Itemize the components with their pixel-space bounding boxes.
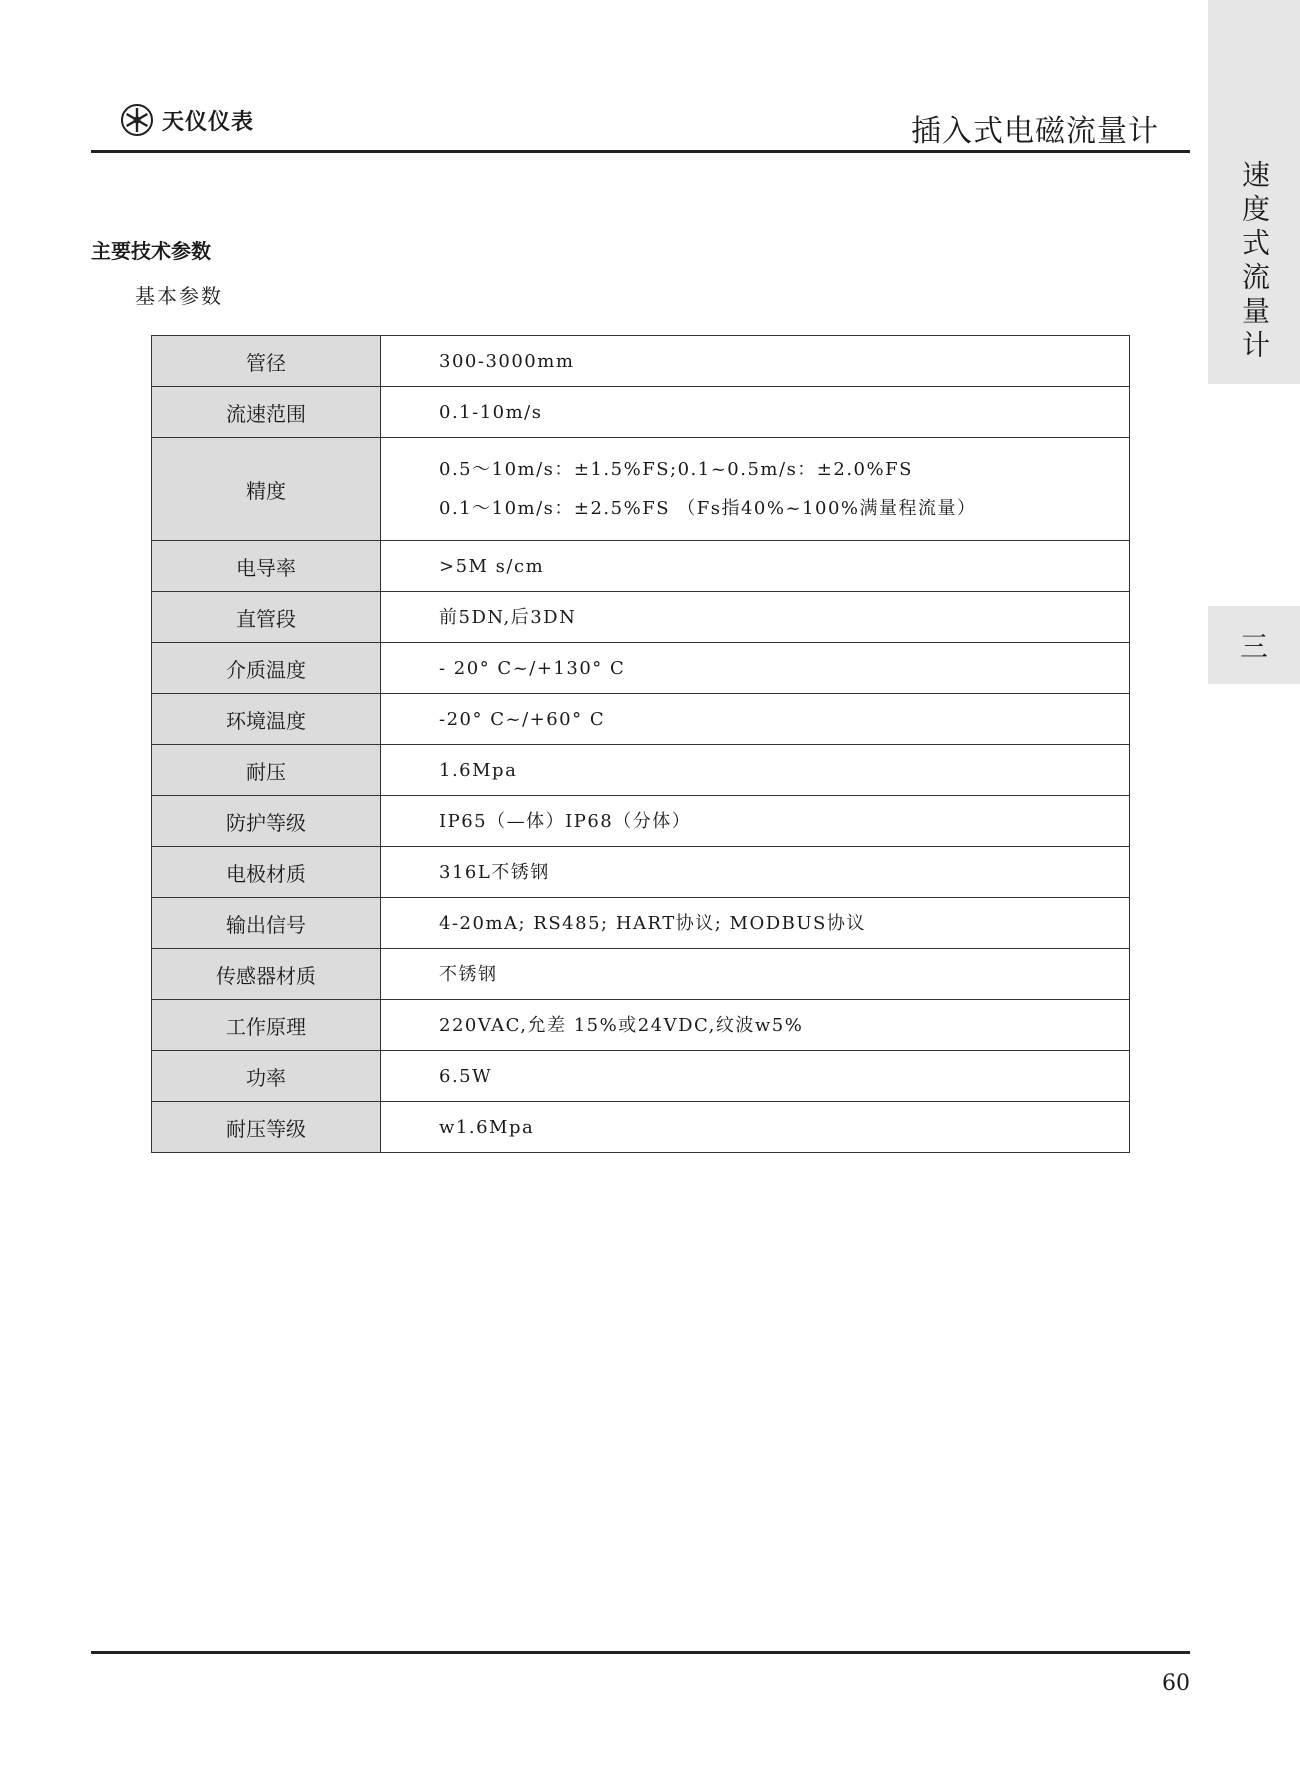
parameter-name: 工作原理 [152, 1000, 381, 1051]
parameter-name: 耐压等级 [152, 1102, 381, 1153]
page-header-title: 插入式电磁流量计 [911, 114, 1159, 149]
parameter-table [151, 335, 1130, 1153]
parameter-value [381, 694, 1130, 745]
parameter-value-line: 1.6Mpa [439, 759, 518, 781]
parameter-value-line: w1.6Mpa [439, 1116, 535, 1138]
parameter-name: 精度 [152, 438, 381, 541]
parameter-value-line: 6.5W [439, 1065, 493, 1087]
parameter-value-line: 不锈钢 [439, 963, 498, 985]
parameter-value [381, 438, 1130, 541]
table-row [152, 898, 1130, 949]
table-row [152, 1000, 1130, 1051]
header-logo [120, 103, 254, 137]
parameter-value [381, 1102, 1130, 1153]
parameter-value [381, 1051, 1130, 1102]
table-row [152, 1102, 1130, 1153]
parameter-value [381, 336, 1130, 387]
parameter-value [381, 796, 1130, 847]
brand-logo-icon [120, 103, 154, 137]
parameter-name: 管径 [152, 336, 381, 387]
table-row [152, 1051, 1130, 1102]
parameter-name: 流速范围 [152, 387, 381, 438]
parameter-value [381, 1000, 1130, 1051]
parameter-value [381, 898, 1130, 949]
table-row [152, 796, 1130, 847]
table-row [152, 336, 1130, 387]
parameter-value-line: >5M s/cm [439, 555, 545, 577]
parameter-value-line: IP65（—体）IP68（分体） [439, 810, 692, 832]
parameter-value-line: 220VAC,允差 15%或24VDC,纹波w5% [439, 1014, 804, 1036]
table-row [152, 438, 1130, 541]
parameter-name: 传感器材质 [152, 949, 381, 1000]
parameter-name: 防护等级 [152, 796, 381, 847]
parameter-name: 电导率 [152, 541, 381, 592]
parameter-value [381, 387, 1130, 438]
parameter-value-line: 300-3000mm [439, 350, 575, 372]
table-row [152, 541, 1130, 592]
parameter-name: 环境温度 [152, 694, 381, 745]
side-tab-chapter [1208, 606, 1300, 684]
parameter-name: 直管段 [152, 592, 381, 643]
parameter-name: 耐压 [152, 745, 381, 796]
page-number: 60 [1162, 1671, 1190, 1696]
table-row [152, 643, 1130, 694]
header-rule [91, 150, 1190, 153]
parameter-value [381, 643, 1130, 694]
parameter-value [381, 592, 1130, 643]
parameter-value [381, 541, 1130, 592]
parameter-value-line: 0.5～10m/s：±1.5%FS;0.1~0.5m/s：±2.0%FS [439, 459, 913, 480]
parameter-value-line: - 20° C~/+130° C [439, 657, 626, 679]
parameter-value [381, 745, 1130, 796]
parameter-name: 电极材质 [152, 847, 381, 898]
footer-rule [91, 1651, 1190, 1654]
parameter-value-line: 316L不锈钢 [439, 861, 550, 883]
parameter-value-line: 0.1～10m/s：±2.5%FS （Fs指40%~100%满量程流量） [439, 498, 977, 519]
side-tab-category-label: 速度式流量计 [1238, 160, 1271, 364]
side-tab-category [1208, 0, 1300, 384]
brand-name: 天仪仪表 [162, 108, 255, 135]
table-row [152, 745, 1130, 796]
table-row [152, 387, 1130, 438]
section-subtitle: 基本参数 [135, 284, 223, 308]
table-row [152, 949, 1130, 1000]
section-title: 主要技术参数 [91, 239, 211, 263]
table-row [152, 694, 1130, 745]
parameter-value-line: 0.1-10m/s [439, 401, 543, 423]
parameter-name: 介质温度 [152, 643, 381, 694]
parameter-value [381, 949, 1130, 1000]
parameter-value-line: 前5DN,后3DN [439, 606, 577, 628]
parameter-value-line: -20° C~/+60° C [439, 708, 606, 730]
parameter-name: 功率 [152, 1051, 381, 1102]
parameter-name: 输出信号 [152, 898, 381, 949]
table-row [152, 592, 1130, 643]
parameter-value-line: 4-20mA; RS485; HART协议; MODBUS协议 [439, 912, 866, 934]
table-row [152, 847, 1130, 898]
side-tab-chapter-label: 三 [1239, 630, 1268, 663]
parameter-value [381, 847, 1130, 898]
